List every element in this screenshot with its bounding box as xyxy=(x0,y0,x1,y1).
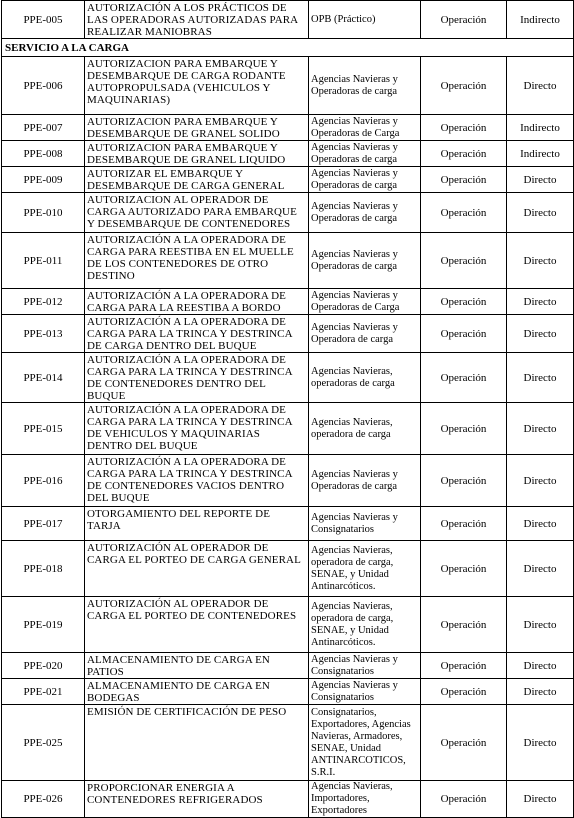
description-cell: EMISIÓN DE CERTIFICACIÓN DE PESO xyxy=(85,705,309,781)
responsible-cell: Agencias Navieras, operadora de carga, SENAE, y Unidad Antinarcóticos. xyxy=(309,541,421,597)
code-cell: PPE-006 xyxy=(2,57,85,115)
description-cell: AUTORIZACIÓN A LA OPERADORA DE CARGA PARA LA REESTIBA A BORDO xyxy=(85,289,309,315)
table-row xyxy=(2,289,574,315)
mode-cell: Directo xyxy=(507,403,574,455)
section-row xyxy=(2,39,574,57)
code-cell: PPE-021 xyxy=(2,679,85,705)
mode-cell: Directo xyxy=(507,507,574,541)
responsible-cell: Agencias Navieras y Operadoras de carga xyxy=(309,57,421,115)
responsible-cell: Agencias Navieras y Operadoras de carga xyxy=(309,167,421,193)
mode-cell: Indirecto xyxy=(507,1,574,39)
type-cell: Operación xyxy=(421,653,507,679)
code-cell: PPE-015 xyxy=(2,403,85,455)
mode-cell: Directo xyxy=(507,597,574,653)
description-cell: AUTORIZACIÓN A LA OPERADORA DE CARGA PARA REESTIBA EN EL MUELLE DE LOS CONTENEDORES DE OTRO DESTINO xyxy=(85,233,309,289)
code-cell: PPE-026 xyxy=(2,781,85,818)
responsible-cell: Agencias Navieras y Operadoras de carga xyxy=(309,141,421,167)
type-cell: Operación xyxy=(421,315,507,353)
responsible-cell: Agencias Navieras y Operadoras de carga xyxy=(309,193,421,233)
type-cell: Operación xyxy=(421,679,507,705)
mode-cell: Directo xyxy=(507,167,574,193)
table-row xyxy=(2,193,574,233)
table-row xyxy=(2,541,574,597)
responsible-cell: Agencias Navieras y Operadora de carga xyxy=(309,315,421,353)
responsible-cell: Agencias Navieras, operadora de carga xyxy=(309,403,421,455)
type-cell: Operación xyxy=(421,705,507,781)
code-cell: PPE-013 xyxy=(2,315,85,353)
description-cell: AUTORIZACIÓN A LOS PRÁCTICOS DE LAS OPERADORAS AUTORIZADAS PARA REALIZAR MANIOBRAS xyxy=(85,1,309,39)
type-cell: Operación xyxy=(421,541,507,597)
table-row xyxy=(2,167,574,193)
table-row xyxy=(2,781,574,818)
description-cell: OTORGAMIENTO DEL REPORTE DE TARJA xyxy=(85,507,309,541)
mode-cell: Directo xyxy=(507,455,574,507)
table-row xyxy=(2,507,574,541)
mode-cell: Directo xyxy=(507,233,574,289)
responsible-cell: Agencias Navieras y Operadoras de carga xyxy=(309,233,421,289)
mode-cell: Directo xyxy=(507,193,574,233)
responsible-cell: Agencias Navieras y Consignatarios xyxy=(309,507,421,541)
responsible-cell: Agencias Navieras y Consignatarios xyxy=(309,679,421,705)
code-cell: PPE-011 xyxy=(2,233,85,289)
mode-cell: Directo xyxy=(507,781,574,818)
responsible-cell: Agencias Navieras, Importadores, Exportadores xyxy=(309,781,421,818)
description-cell: AUTORIZACIÓN AL OPERADOR DE CARGA EL PORTEO DE CONTENEDORES xyxy=(85,597,309,653)
type-cell: Operación xyxy=(421,507,507,541)
table-row xyxy=(2,597,574,653)
code-cell: PPE-016 xyxy=(2,455,85,507)
type-cell: Operación xyxy=(421,115,507,141)
description-cell: ALMACENAMIENTO DE CARGA EN PATIOS xyxy=(85,653,309,679)
table-row xyxy=(2,57,574,115)
mode-cell: Directo xyxy=(507,57,574,115)
code-cell: PPE-009 xyxy=(2,167,85,193)
section-title: SERVICIO A LA CARGA xyxy=(2,39,574,57)
table-row xyxy=(2,115,574,141)
mode-cell: Directo xyxy=(507,289,574,315)
table-row xyxy=(2,315,574,353)
type-cell: Operación xyxy=(421,193,507,233)
code-cell: PPE-007 xyxy=(2,115,85,141)
type-cell: Operación xyxy=(421,289,507,315)
responsible-cell: Agencias Navieras y Operadoras de Carga xyxy=(309,115,421,141)
mode-cell: Indirecto xyxy=(507,141,574,167)
mode-cell: Directo xyxy=(507,353,574,403)
mode-cell: Indirecto xyxy=(507,115,574,141)
mode-cell: Directo xyxy=(507,705,574,781)
type-cell: Operación xyxy=(421,455,507,507)
mode-cell: Directo xyxy=(507,541,574,597)
responsible-cell: Agencias Navieras y Operadoras de carga xyxy=(309,455,421,507)
services-table-body xyxy=(2,1,574,818)
type-cell: Operación xyxy=(421,597,507,653)
type-cell: Operación xyxy=(421,141,507,167)
description-cell: AUTORIZACIÓN A LA OPERADORA DE CARGA PARA LA TRINCA Y DESTRINCA DE CONTENEDORES VACIOS DENTRO DEL BUQUE xyxy=(85,455,309,507)
description-cell: AUTORIZACIÓN A LA OPERADORA DE CARGA PARA LA TRINCA Y DESTRINCA DE CARGA DENTRO DEL BUQUE xyxy=(85,315,309,353)
code-cell: PPE-020 xyxy=(2,653,85,679)
code-cell: PPE-005 xyxy=(2,1,85,39)
table-row xyxy=(2,403,574,455)
description-cell: ALMACENAMIENTO DE CARGA EN BODEGAS xyxy=(85,679,309,705)
code-cell: PPE-012 xyxy=(2,289,85,315)
type-cell: Operación xyxy=(421,781,507,818)
mode-cell: Directo xyxy=(507,315,574,353)
table-row xyxy=(2,141,574,167)
type-cell: Operación xyxy=(421,57,507,115)
table-row xyxy=(2,653,574,679)
code-cell: PPE-018 xyxy=(2,541,85,597)
type-cell: Operación xyxy=(421,167,507,193)
description-cell: AUTORIZACION AL OPERADOR DE CARGA AUTORIZADO PARA EMBARQUE Y DESEMBARQUE DE CONTENEDORES xyxy=(85,193,309,233)
description-cell: AUTORIZACIÓN A LA OPERADORA DE CARGA PARA LA TRINCA Y DESTRINCA DE VEHICULOS Y MAQUINARIAS DENTRO DEL BUQUE xyxy=(85,403,309,455)
description-cell: AUTORIZAR EL EMBARQUE Y DESEMBARQUE DE CARGA GENERAL xyxy=(85,167,309,193)
responsible-cell: Agencias Navieras y Operadoras de Carga xyxy=(309,289,421,315)
type-cell: Operación xyxy=(421,233,507,289)
mode-cell: Directo xyxy=(507,679,574,705)
code-cell: PPE-025 xyxy=(2,705,85,781)
table-row xyxy=(2,455,574,507)
table-row xyxy=(2,705,574,781)
code-cell: PPE-019 xyxy=(2,597,85,653)
responsible-cell: Consignatarios, Exportadores, Agencias Navieras, Armadores, SENAE, Unidad ANTINARCOTICOS, S.R.I. xyxy=(309,705,421,781)
table-row xyxy=(2,353,574,403)
responsible-cell: Agencias Navieras, operadoras de carga xyxy=(309,353,421,403)
description-cell: AUTORIZACIÓN AL OPERADOR DE CARGA EL PORTEO DE CARGA GENERAL xyxy=(85,541,309,597)
description-cell: AUTORIZACIÓN A LA OPERADORA DE CARGA PARA LA TRINCA Y DESTRINCA DE CONTENEDORES DENTRO DEL BUQUE xyxy=(85,353,309,403)
table-row xyxy=(2,679,574,705)
mode-cell: Directo xyxy=(507,653,574,679)
code-cell: PPE-008 xyxy=(2,141,85,167)
description-cell: PROPORCIONAR ENERGIA A CONTENEDORES REFRIGERADOS xyxy=(85,781,309,818)
type-cell: Operación xyxy=(421,1,507,39)
responsible-cell: Agencias Navieras, operadora de carga, SENAE, y Unidad Antinarcóticos. xyxy=(309,597,421,653)
description-cell: AUTORIZACION PARA EMBARQUE Y DESEMBARQUE DE GRANEL LIQUIDO xyxy=(85,141,309,167)
code-cell: PPE-014 xyxy=(2,353,85,403)
type-cell: Operación xyxy=(421,403,507,455)
description-cell: AUTORIZACION PARA EMBARQUE Y DESEMBARQUE DE GRANEL SOLIDO xyxy=(85,115,309,141)
services-table xyxy=(1,0,574,818)
description-cell: AUTORIZACION PARA EMBARQUE Y DESEMBARQUE DE CARGA RODANTE AUTOPROPULSADA (VEHICULOS Y MAQUINARIAS) xyxy=(85,57,309,115)
responsible-cell: Agencias Navieras y Consignatarios xyxy=(309,653,421,679)
code-cell: PPE-010 xyxy=(2,193,85,233)
code-cell: PPE-017 xyxy=(2,507,85,541)
type-cell: Operación xyxy=(421,353,507,403)
table-row xyxy=(2,1,574,39)
table-row xyxy=(2,233,574,289)
responsible-cell: OPB (Práctico) xyxy=(309,1,421,39)
